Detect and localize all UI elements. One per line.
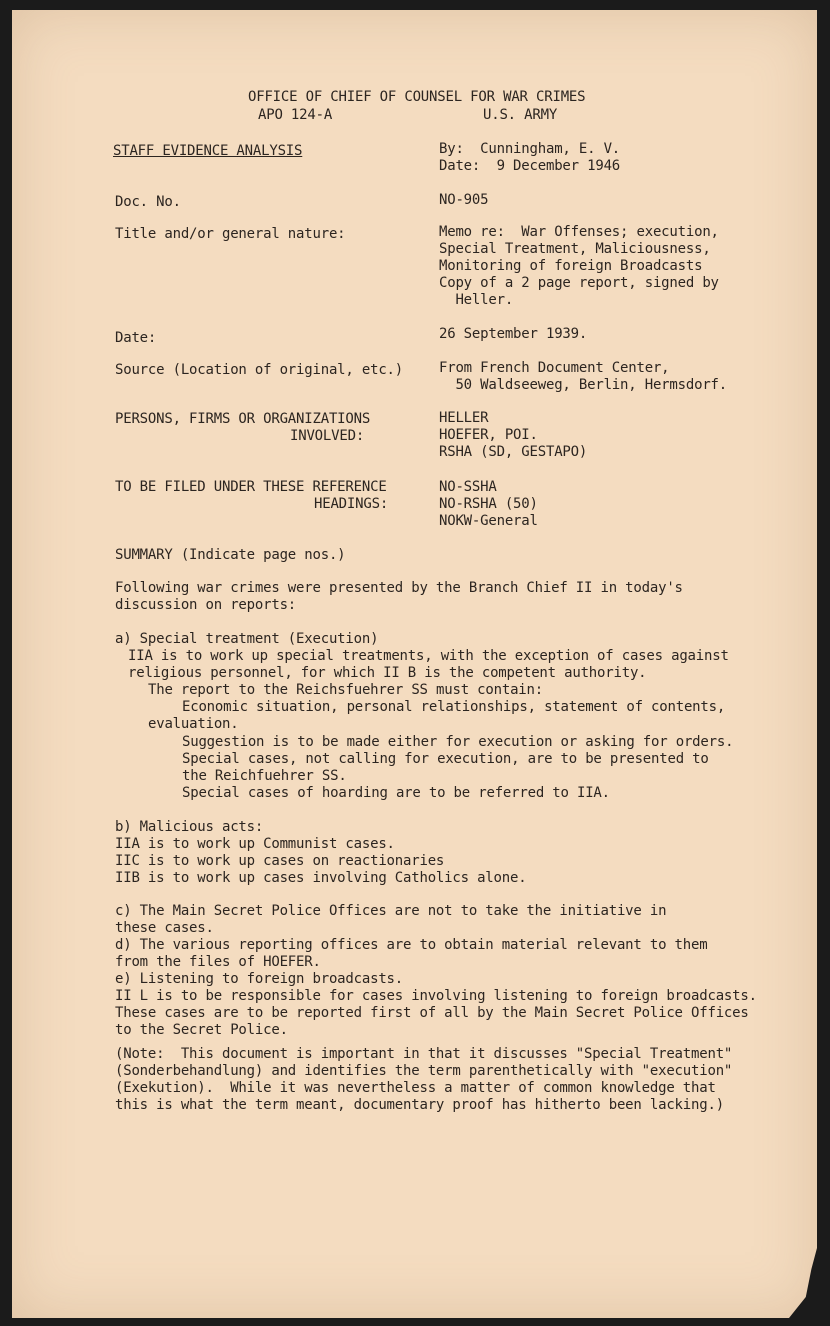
persons-label-involved: INVOLVED: — [290, 428, 365, 444]
analysis-date: Date: 9 December 1946 — [439, 158, 621, 174]
summary-line: evaluation. — [148, 716, 239, 732]
filed-line: NO-RSHA (50) — [439, 496, 538, 512]
persons-line: HELLER — [439, 410, 489, 426]
summary-line: e) Listening to foreign broadcasts. — [115, 971, 404, 987]
filed-label: TO BE FILED UNDER THESE REFERENCE — [115, 479, 387, 495]
persons-line: HOEFER, POI. — [439, 427, 538, 443]
filed-label-headings: HEADINGS: — [314, 496, 389, 512]
summary-line: IIA is to work up Communist cases. — [115, 836, 395, 852]
office-heading: OFFICE OF CHIEF OF COUNSEL FOR WAR CRIMES — [248, 89, 586, 105]
summary-line: to the Secret Police. — [115, 1022, 288, 1038]
summary-line: from the files of HOEFER. — [115, 954, 321, 970]
title-line: Heller. — [439, 292, 514, 308]
summary-heading: SUMMARY (Indicate page nos.) — [115, 547, 346, 563]
summary-line: the Reichfuehrer SS. — [182, 768, 347, 784]
summary-line: IIC is to work up cases on reactionaries — [115, 853, 445, 869]
summary-line: Special cases of hoarding are to be referred to IIA. — [182, 785, 610, 801]
summary-line: Suggestion is to be made either for execution or asking for orders. — [182, 734, 734, 750]
doc-no-value: NO-905 — [439, 192, 489, 208]
title-label: Title and/or general nature: — [115, 226, 346, 242]
filed-line: NOKW-General — [439, 513, 538, 529]
summary-line: religious personnel, for which II B is the competent authority. — [128, 665, 647, 681]
summary-line: c) The Main Secret Police Offices are not to take the initiative in — [115, 903, 667, 919]
note-line: (Note: This document is important in that it discusses "Special Treatment" — [115, 1046, 733, 1062]
persons-label: PERSONS, FIRMS OR ORGANIZATIONS — [115, 411, 371, 427]
source-line: 50 Waldseeweg, Berlin, Hermsdorf. — [439, 377, 728, 393]
title-line: Copy of a 2 page report, signed by — [439, 275, 719, 291]
source-label: Source (Location of original, etc.) — [115, 362, 404, 378]
torn-corner — [789, 1248, 817, 1318]
summary-line: IIA is to work up special treatments, with the exception of cases against — [128, 648, 729, 664]
persons-line: RSHA (SD, GESTAPO) — [439, 444, 588, 460]
note-line: (Exekution). While it was nevertheless a matter of common knowledge that — [115, 1080, 716, 1096]
summary-line: The report to the Reichsfuehrer SS must contain: — [148, 682, 543, 698]
document-date: 26 September 1939. — [439, 326, 588, 342]
title-line: Special Treatment, Maliciousness, — [439, 241, 711, 257]
summary-line: II L is to be responsible for cases involving listening to foreign broadcasts. — [115, 988, 757, 1004]
summary-line: discussion on reports: — [115, 597, 297, 613]
note-line: this is what the term meant, documentary proof has hitherto been lacking.) — [115, 1097, 724, 1113]
summary-line: Special cases, not calling for execution, are to be presented to — [182, 751, 709, 767]
summary-line: a) Special treatment (Execution) — [115, 631, 379, 647]
summary-line: d) The various reporting offices are to obtain material relevant to them — [115, 937, 708, 953]
date-label: Date: — [115, 330, 157, 346]
summary-line: These cases are to be reported first of all by the Main Secret Police Offices — [115, 1005, 749, 1021]
title-line: Monitoring of foreign Broadcasts — [439, 258, 703, 274]
summary-line: IIB is to work up cases involving Catholics alone. — [115, 870, 527, 886]
title-line: Memo re: War Offenses; execution, — [439, 224, 719, 240]
summary-line: b) Malicious acts: — [115, 819, 264, 835]
by-line: By: Cunningham, E. V. — [439, 141, 621, 157]
filed-line: NO-SSHA — [439, 479, 497, 495]
summary-line: Economic situation, personal relationships, statement of contents, — [182, 699, 726, 715]
analysis-title: STAFF EVIDENCE ANALYSIS — [113, 143, 303, 159]
summary-line: Following war crimes were presented by the Branch Chief II in today's — [115, 580, 683, 596]
note-line: (Sonderbehandlung) and identifies the term parenthetically with "execution" — [115, 1063, 733, 1079]
source-line: From French Document Center, — [439, 360, 670, 376]
army-label: U.S. ARMY — [483, 107, 558, 123]
apo-number: APO 124-A — [258, 107, 333, 123]
summary-line: these cases. — [115, 920, 214, 936]
doc-no-label: Doc. No. — [115, 194, 181, 210]
